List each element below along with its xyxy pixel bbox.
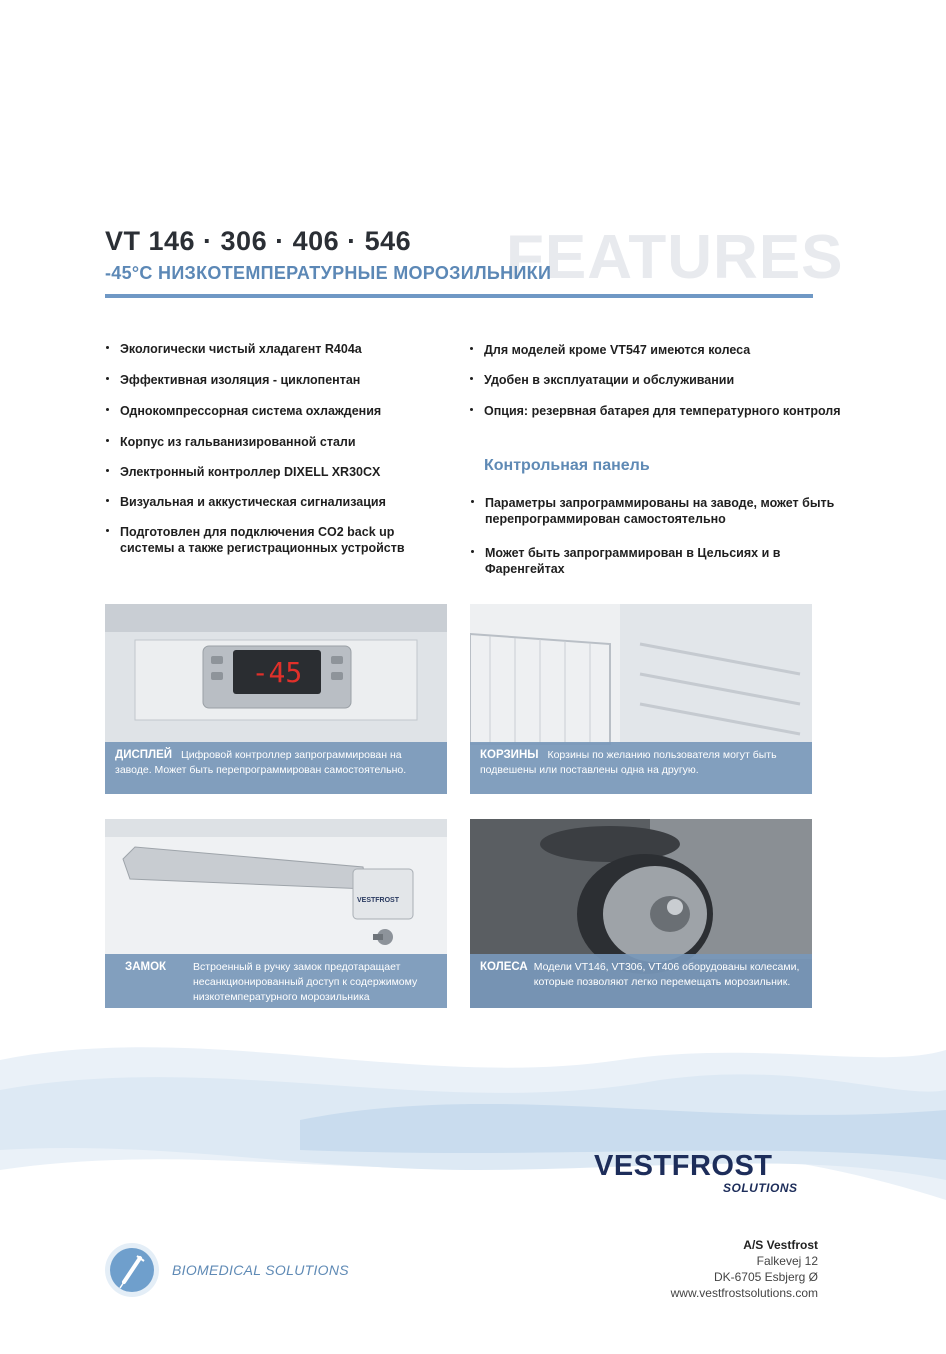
handle-brand: VESTFROST: [357, 897, 400, 904]
decorative-wave: [0, 1020, 946, 1230]
list-item: Визуальная и аккустическая сигнализация: [120, 494, 440, 510]
lock-caption: [105, 954, 447, 1008]
control-panel-heading: Контрольная панель: [484, 457, 650, 474]
features-watermark: FEATURES: [506, 223, 844, 292]
list-item: Однокомпрессорная система охлаждения: [120, 403, 440, 419]
caption-text: Модели VT146, VT306, VT406 оборудованы колесами, которые позволяют легко перемещать морозильник.: [533, 961, 800, 988]
control-panel-list: [485, 495, 845, 577]
list-item: Опция: резервная батарея для температурного контроля: [484, 403, 864, 419]
wheels-photo: [470, 819, 812, 1008]
display-photo: [105, 604, 447, 794]
company-name: A/S Vestfrost: [743, 1238, 818, 1252]
company-address: [671, 1237, 818, 1301]
list-item: Для моделей кроме VT547 имеются колеса: [484, 342, 864, 358]
brand-logo: VESTFROST: [594, 1150, 773, 1182]
list-item: Удобен в эксплуатации и обслуживании: [484, 372, 864, 388]
syringe-icon: [104, 1242, 160, 1298]
features-left-list: [120, 341, 440, 556]
caption-text: Цифровой контроллер запрограммирован на заводе. Может быть перепрограммирован самостоятельно.: [115, 749, 407, 776]
page-title: VT 146 · 306 · 406 · 546: [105, 226, 412, 256]
division-label: BIOMEDICAL SOLUTIONS: [172, 1262, 349, 1278]
brand-tagline: SOLUTIONS: [723, 1181, 798, 1195]
caption-text: Корзины по желанию пользователя могут быть подвешены или поставлены одна на другую.: [480, 749, 777, 776]
caption-label: КОЛЕСА: [480, 961, 528, 973]
display-caption: [105, 742, 447, 794]
features-right-list: [484, 342, 864, 419]
header-divider: [105, 294, 813, 298]
caption-label: ЗАМОК: [125, 961, 167, 973]
caption-label: ДИСПЛЕЙ: [115, 749, 173, 761]
address-street: Falkevej 12: [756, 1254, 818, 1268]
list-item: Электронный контроллер DIXELL XR30CX: [120, 464, 440, 480]
baskets-caption: [470, 742, 812, 794]
caption-text: Встроенный в ручку замок предотаращает несанкционированный доступ к содержимому низкотемпературного морозильника: [193, 961, 418, 1003]
list-item: Экологически чистый хладагент R404a: [120, 341, 440, 357]
address-city: DK-6705 Esbjerg Ø: [713, 1270, 818, 1284]
temperature-readout: -45: [251, 656, 303, 689]
baskets-photo: [470, 604, 812, 794]
list-item: Может быть запрограммирован в Цельсиях и в Фаренгейтах: [485, 545, 785, 577]
list-item: Параметры запрограммированы на заводе, может быть перепрограммирован самостоятельно: [485, 495, 845, 527]
caption-label: КОРЗИНЫ: [480, 749, 539, 761]
list-item: Подготовлен для подключения CO2 back up системы а также регистрационных устройств: [120, 524, 420, 556]
lock-photo: [105, 819, 447, 1008]
website-link[interactable]: www.vestfrostsolutions.com: [670, 1286, 818, 1300]
list-item: Эффективная изоляция - циклопентан: [120, 372, 440, 388]
page-subtitle: -45°C НИЗКОТЕМПЕРАТУРНЫЕ МОРОЗИЛЬНИКИ: [105, 263, 552, 283]
list-item: Корпус из гальванизированной стали: [120, 434, 440, 450]
wheels-caption: [470, 954, 812, 1008]
